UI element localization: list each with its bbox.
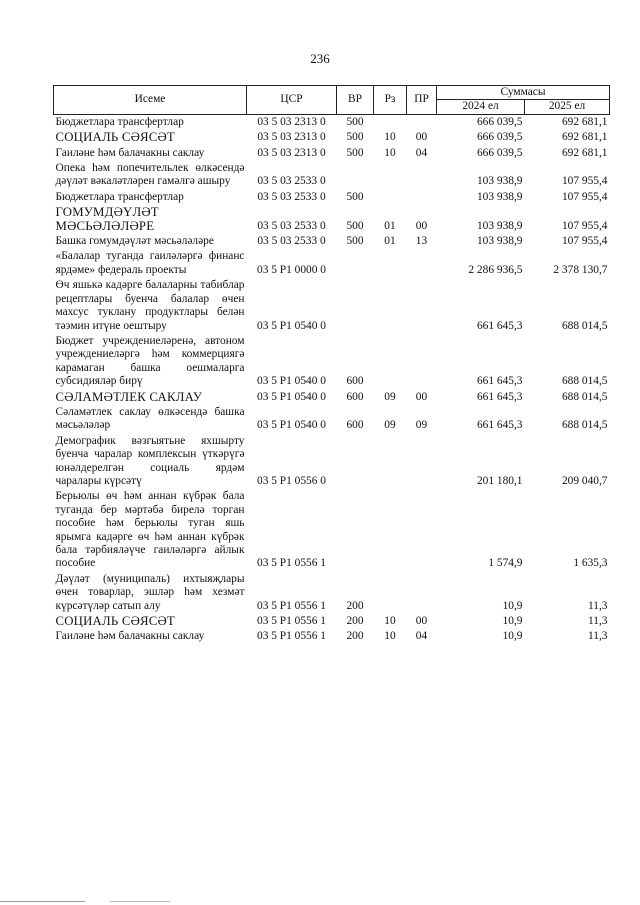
table-row [54,629,610,644]
row-vr: 500 [346,219,364,232]
row-csr: 03 5 P1 0540 0 [257,419,326,432]
row-rz [374,161,407,190]
row-pr: 04 [415,146,428,159]
row-vr [337,161,374,190]
col-header-sums: Суммасы [437,86,610,100]
row-pr [407,161,437,190]
row-sum-2024: 201 180,1 [476,474,523,487]
row-name: Бюджет учреждениеләренә, автоном учреждениеләргә һәм коммерциягә карамаган башка оешмаларга субсидияләр бирү [55,334,245,388]
row-sum-2024: 661 645,3 [476,390,523,403]
row-sum-2025: 107 955,4 [561,219,608,232]
row-rz [374,249,407,278]
row-sum-2025: 688 014,5 [561,319,608,332]
row-rz: 10 [384,630,396,643]
row-vr [337,278,374,334]
row-sum-2025: 688 014,5 [561,390,608,403]
row-name: Бюджетлара трансфертлар [55,190,184,203]
table-row [54,434,610,490]
row-csr: 03 5 03 2313 0 [257,131,326,144]
col-header-pr: ПР [407,86,437,115]
row-sum-2024: 666 039,5 [476,146,523,159]
row-csr: 03 5 P1 0556 0 [257,474,326,487]
row-csr: 03 5 03 2533 0 [257,175,326,188]
row-pr: 00 [415,219,428,232]
row-pr: 00 [415,390,428,403]
row-pr [407,572,437,614]
table-row [54,572,610,614]
table-row [54,190,610,205]
row-pr: 00 [415,615,428,628]
row-sum-2025: 2 378 130,7 [553,263,608,276]
row-rz [374,434,407,490]
row-pr [407,434,437,490]
row-name: ГОМУМДӘҮЛӘТ МӘСЬӘЛӘЛӘРЕ [55,205,159,233]
row-pr [407,190,437,205]
table-row [54,161,610,190]
row-pr [407,114,437,130]
row-name: Гаиләне һәм балачакны саклау [55,146,205,159]
col-header-2025: 2025 ел [525,100,610,114]
row-sum-2025: 688 014,5 [561,375,608,388]
table-row [54,205,610,234]
row-sum-2024: 666 039,5 [476,115,523,128]
table-body [54,114,610,645]
table-row [54,390,610,405]
row-sum-2025: 688 014,5 [561,419,608,432]
row-rz [374,489,407,571]
footer-rule [0,901,85,902]
row-sum-2024: 666 039,5 [476,131,523,144]
row-rz [374,572,407,614]
row-csr: 03 5 P1 0556 1 [257,599,326,612]
row-rz: 01 [384,235,396,248]
col-header-csr: ЦСР [247,86,337,115]
row-csr: 03 5 P1 0556 1 [257,615,326,628]
row-vr: 600 [346,419,364,432]
table-row [54,249,610,278]
row-csr: 03 5 P1 0540 0 [257,390,326,403]
row-rz: 09 [384,390,396,403]
table-row [54,234,610,249]
row-name: СОЦИАЛЬ СӘЯСӘТ [55,614,175,629]
row-vr [337,249,374,278]
row-sum-2024: 103 938,9 [476,235,523,248]
row-name: Бюджетлара трансфертлар [55,115,184,128]
footer-rule-secondary [110,901,170,902]
row-csr: 03 5 03 2533 0 [257,190,326,203]
row-sum-2025: 692 681,1 [561,146,608,159]
row-rz: 01 [384,219,396,232]
row-csr: 03 5 P1 0540 0 [257,319,326,332]
row-csr: 03 5 03 2313 0 [257,115,326,128]
table-row [54,146,610,161]
row-sum-2024: 2 286 936,5 [468,263,523,276]
row-name: Сәламәтлек саклау өлкәсендә башка мәсьәләләр [55,405,245,432]
row-sum-2024: 661 645,3 [476,419,523,432]
table-header [54,86,610,115]
table-row [54,489,610,571]
row-sum-2024: 103 938,9 [476,175,523,188]
row-rz: 10 [384,146,396,159]
row-name: СӘЛАМӘТЛЕК САКЛАУ [55,389,203,404]
row-name: Дәүләт (муниципаль) ихтыяҗлары өчен товарлар, эшләр һәм хезмәт күрсәтүләр сатып алу [55,572,245,612]
row-pr: 13 [415,235,428,248]
table-row [54,278,610,334]
row-name: «Балалар туганда гаиләләргә финанс ярдәме» федераль проекты [55,250,245,276]
row-vr [337,489,374,571]
row-sum-2024: 661 645,3 [476,375,523,388]
row-pr [407,278,437,334]
row-pr: 00 [415,131,428,144]
row-sum-2025: 1 635,3 [573,557,608,570]
row-csr: 03 5 03 2533 0 [257,219,326,232]
row-name: Демографик вәзгыятьне яхшырту буенча чаралар комплексын үткәрүгә юнәлдерелгән социаль ярдәм чаралары күрсәтү [55,434,245,487]
col-header-name: Исеме [54,86,247,115]
table-row [54,405,610,434]
row-rz [374,114,407,130]
row-rz [374,334,407,390]
row-vr: 500 [346,190,364,203]
row-sum-2024: 1 574,9 [488,557,523,570]
table-row [54,334,610,390]
table-row [54,114,610,130]
row-rz: 09 [384,419,396,432]
row-vr [337,434,374,490]
row-csr: 03 5 03 2533 0 [257,235,326,248]
col-header-vr: ВР [337,86,374,115]
row-vr: 500 [346,146,364,159]
row-rz: 10 [384,131,396,144]
row-name: Башка гомумдәүләт мәсьәләләре [55,235,214,248]
row-csr: 03 5 03 2313 0 [257,146,326,159]
row-pr: 04 [415,630,428,643]
row-vr: 200 [346,599,364,612]
row-csr: 03 5 P1 0540 0 [257,375,326,388]
row-vr: 600 [346,375,364,388]
row-name: Гаиләне һәм балачакны саклау [55,630,205,643]
row-name: Опека һәм попечительлек өлкәсендә дәүләт вәкаләтләрен гамәлгә ашыру [55,162,245,188]
row-vr: 600 [346,390,364,403]
row-sum-2024: 10,9 [502,630,523,643]
row-sum-2025: 11,3 [587,599,608,612]
row-vr: 500 [346,115,364,128]
col-header-2024: 2024 ел [437,100,525,114]
row-csr: 03 5 P1 0000 0 [257,263,326,276]
row-sum-2024: 661 645,3 [476,319,523,332]
row-sum-2024: 10,9 [502,615,523,628]
col-header-rz: Рз [374,86,407,115]
row-sum-2025: 107 955,4 [561,175,608,188]
table-row [54,614,610,629]
row-sum-2024: 103 938,9 [476,190,523,203]
row-pr [407,249,437,278]
row-vr: 500 [346,131,364,144]
row-sum-2024: 10,9 [502,599,523,612]
table-row [54,130,610,145]
row-vr: 500 [346,235,364,248]
row-name: СОЦИАЛЬ СӘЯСӘТ [55,130,175,145]
page-number: 236 [310,51,330,66]
row-sum-2025: 107 955,4 [561,235,608,248]
row-sum-2025: 107 955,4 [561,190,608,203]
row-sum-2024: 103 938,9 [476,219,523,232]
row-name: Берьюлы өч һәм аннан күбрәк бала туганда бер мәртәбә бирелә торган пособие һәм берьюлы туган яшь ярымга кадәрге өч һәм аннан күбрәк бала тәрбияләүче гаиләләргә айлык пособие [55,490,245,570]
row-pr [407,334,437,390]
row-sum-2025: 692 681,1 [561,131,608,144]
row-vr: 200 [346,630,364,643]
row-sum-2025: 209 040,7 [561,474,608,487]
row-csr: 03 5 P1 0556 1 [257,557,326,570]
row-name: Өч яшькә кадәрге балаларны табиблар рецептлары буенча балалар өчен махсус туклану продуктлары белән тәэмин итүне оештыру [55,279,245,332]
row-rz [374,278,407,334]
row-sum-2025: 692 681,1 [561,115,608,128]
row-pr [407,489,437,571]
row-rz [374,190,407,205]
row-rz: 10 [384,615,396,628]
row-sum-2025: 11,3 [587,615,608,628]
row-vr: 200 [346,615,364,628]
row-sum-2025: 11,3 [587,630,608,643]
row-pr: 09 [415,419,428,432]
row-csr: 03 5 P1 0556 1 [257,630,326,643]
budget-table [53,85,610,645]
